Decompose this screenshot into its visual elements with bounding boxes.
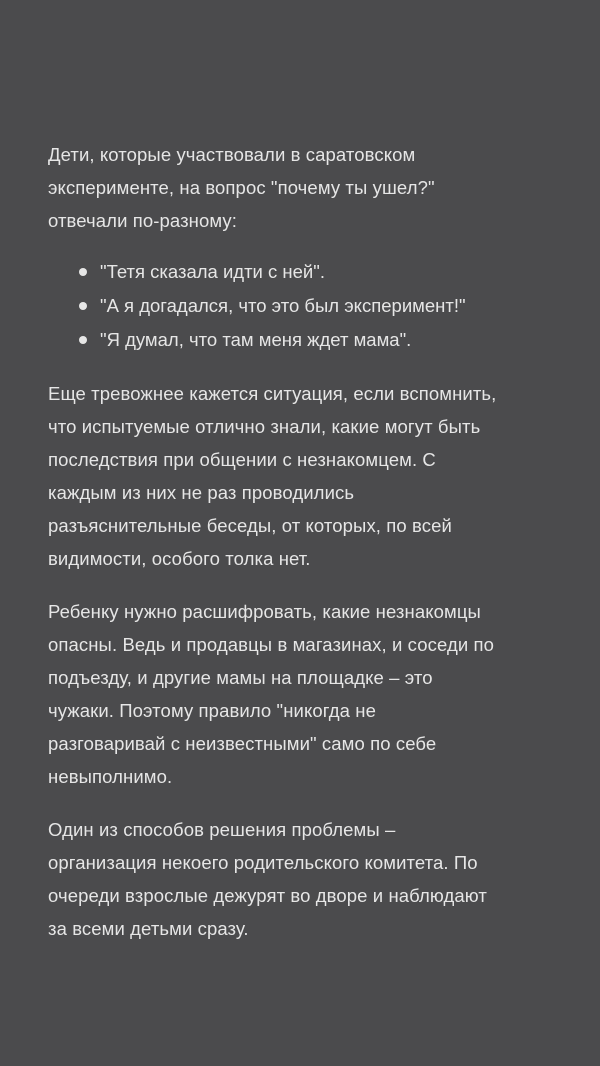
bullet-icon	[79, 268, 87, 276]
intro-paragraph: Дети, которые участвовали в саратовском эксперименте, на вопрос "почему ты ушел?" отвечали по-разному:	[48, 144, 435, 231]
list-item-text: "Тетя сказала идти с ней".	[100, 261, 325, 282]
list-item	[48, 289, 568, 323]
paragraph-2: Еще тревожнее кажется ситуация, если вспомнить, что испытуемые отлично знали, какие могут быть последствия при общении с незнакомцем. С каждым из них не раз проводились разъяснительные беседы, от которых, по всей видимости, особого толка нет.	[48, 383, 497, 569]
paragraph-3: Ребенку нужно расшифровать, какие незнакомцы опасны. Ведь и продавцы в магазинах, и соседи по подъезду, и другие мамы на площадке – это чужаки. Поэтому правило "никогда не разговаривай с неизвестными" само по себе невыполнимо.	[48, 601, 495, 787]
article-body	[48, 138, 568, 945]
list-item	[48, 255, 568, 289]
paragraph-4: Один из способов решения проблемы – организация некоего родительского комитета. По очереди взрослые дежурят во дворе и наблюдают за всеми детьми сразу.	[48, 819, 487, 939]
list-item-text: "А я догадался, что это был эксперимент!"	[100, 295, 466, 316]
bullet-icon	[79, 336, 87, 344]
bullet-icon	[79, 302, 87, 310]
list-item-text: "Я думал, что там меня ждет мама".	[100, 329, 412, 350]
list-item	[48, 323, 568, 357]
answers-list	[48, 255, 568, 357]
